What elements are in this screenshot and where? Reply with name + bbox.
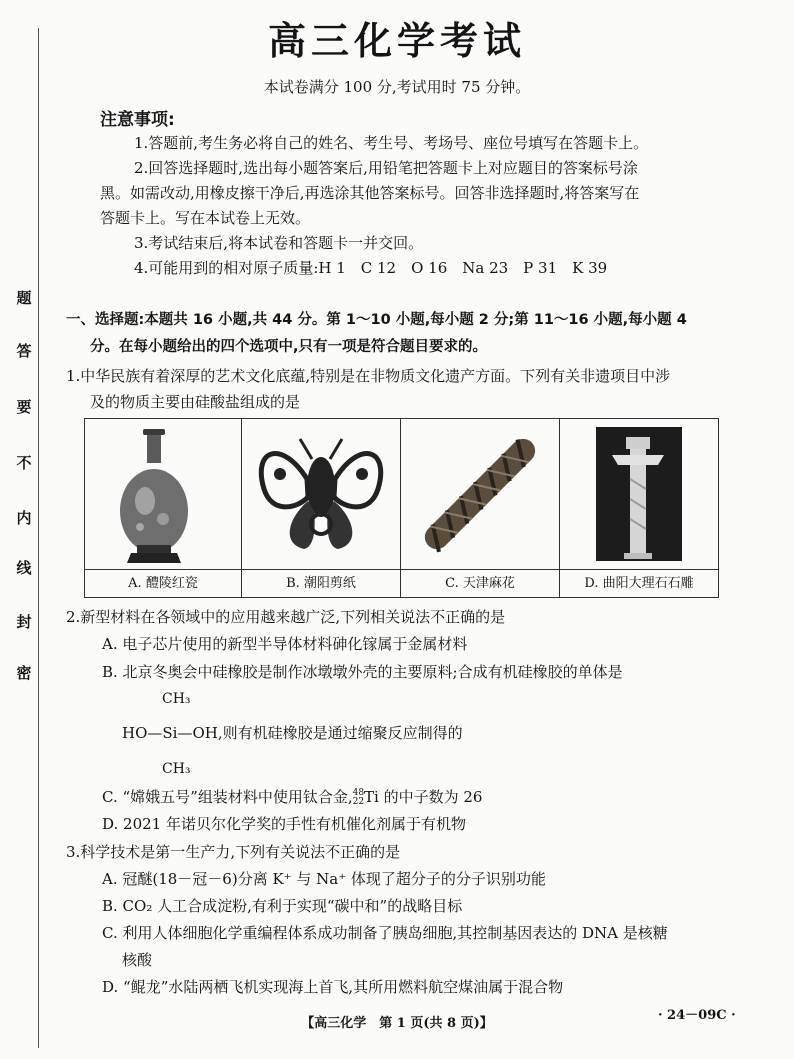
note-line-5: 3.考试结束后,将本试卷和答题卡一并交回。 (134, 234, 424, 252)
q1-option-d-label: D. 曲阳大理石石雕 (584, 576, 694, 591)
margin-char-3: 线 (16, 559, 32, 577)
q1-option-a (85, 419, 242, 597)
q2-option-c (102, 786, 482, 808)
note-line-6: 4.可能用到的相对原子质量:H 1 C 12 O 16 Na 23 P 31 K 39 (134, 259, 608, 277)
notes-heading: 注意事项: (100, 110, 175, 130)
mahua-image (401, 419, 559, 570)
page-footer: 【高三化学 第 1 页(共 8 页)】 (301, 1016, 493, 1031)
exam-code: · 24－09C · (658, 1008, 736, 1023)
note-line-1: 1.答题前,考生务必将自己的姓名、考生号、考场号、座位号填写在答题卡上。 (134, 134, 649, 152)
q2-option-b-line-2: HO—Si—OH,则有机硅橡胶是通过缩聚反应制得的 (122, 724, 463, 742)
margin-char-7: 答 (16, 342, 32, 360)
q3-option-a: A. 冠醚(18－冠－6)分离 K⁺ 与 Na⁺ 体现了超分子的分子识别功能 (102, 870, 546, 888)
section-heading-line-2: 分。在每小题给出的四个选项中,只有一项是符合题目要求的。 (90, 339, 488, 355)
q2-ch3-top: CH₃ (162, 691, 191, 707)
q1-option-c (401, 419, 560, 597)
q2-option-c-text: C. “嫦娥五号”组装材料中使用钛合金, (102, 788, 353, 806)
q1-option-b-label: B. 潮阳剪纸 (286, 576, 356, 591)
q1-option-b (242, 419, 401, 597)
binding-line (38, 28, 39, 1048)
q1-option-a-label: A. 醴陵红瓷 (128, 576, 198, 591)
q2-stem: 2.新型材料在各领域中的应用越来越广泛,下列相关说法不正确的是 (66, 608, 506, 626)
stone-carving-image (560, 419, 718, 570)
note-line-2: 2.回答选择题时,选出每小题答案后,用铅笔把答题卡上对应题目的答案标号涂 (134, 159, 638, 177)
q3-stem: 3.科学技术是第一生产力,下列有关说法不正确的是 (66, 843, 401, 861)
q2-ch3-bottom: CH₃ (162, 761, 191, 777)
papercut-image (242, 419, 400, 570)
margin-char-4: 内 (16, 509, 32, 527)
q1-stem-line-2: 及的物质主要由硅酸盐组成的是 (90, 393, 301, 411)
ti-mass-number: 48 (352, 788, 365, 798)
margin-char-6: 要 (16, 398, 32, 416)
note-line-4: 答题卡上。写在本试卷上无效。 (100, 209, 311, 227)
page-title: 高三化学考试 (267, 19, 526, 63)
vase-image (85, 419, 241, 570)
q1-option-d (560, 419, 718, 597)
section-heading-line-1: 一、选择题:本题共 16 小题,共 44 分。第 1～10 小题,每小题 2 分;第 11～16 小题,每小题 4 (66, 312, 687, 328)
q2-option-d: D. 2021 年诺贝尔化学奖的手性有机催化剂属于有机物 (102, 815, 466, 833)
margin-char-1: 密 (16, 664, 32, 682)
q1-option-c-label: C. 天津麻花 (445, 576, 515, 591)
margin-char-2: 封 (16, 613, 32, 631)
margin-char-8: 题 (16, 289, 32, 307)
ti-nuclide (353, 789, 364, 807)
q3-option-c-line-1: C. 利用人体细胞化学重编程体系成功制备了胰岛细胞,其控制基因表达的 DNA 是核糖 (102, 924, 668, 942)
ti-atomic-number: 22 (352, 797, 365, 807)
q1-options-table (84, 418, 719, 598)
margin-char-5: 不 (16, 454, 32, 472)
note-line-3: 黑。如需改动,用橡皮擦干净后,再选涂其他答案标号。回答非选择题时,将答案写在 (100, 184, 640, 202)
q2-option-b-line-1: B. 北京冬奥会中硅橡胶是制作冰墩墩外壳的主要原料;合成有机硅橡胶的单体是 (102, 663, 623, 681)
q3-option-c-line-2: 核酸 (122, 951, 153, 969)
exam-info: 本试卷满分 100 分,考试用时 75 分钟。 (263, 78, 531, 96)
q1-stem-line-1: 1.中华民族有着深厚的艺术文化底蕴,特别是在非物质文化遗产方面。下列有关非遗项目中涉 (66, 367, 671, 385)
q3-option-d: D. “鲲龙”水陆两栖飞机实现海上首飞,其所用燃料航空煤油属于混合物 (102, 978, 564, 996)
q2-option-c-tail: Ti 的中子数为 26 (364, 788, 483, 806)
q3-option-b: B. CO₂ 人工合成淀粉,有利于实现“碳中和”的战略目标 (102, 897, 463, 915)
q2-option-a: A. 电子芯片使用的新型半导体材料砷化镓属于金属材料 (102, 635, 468, 653)
